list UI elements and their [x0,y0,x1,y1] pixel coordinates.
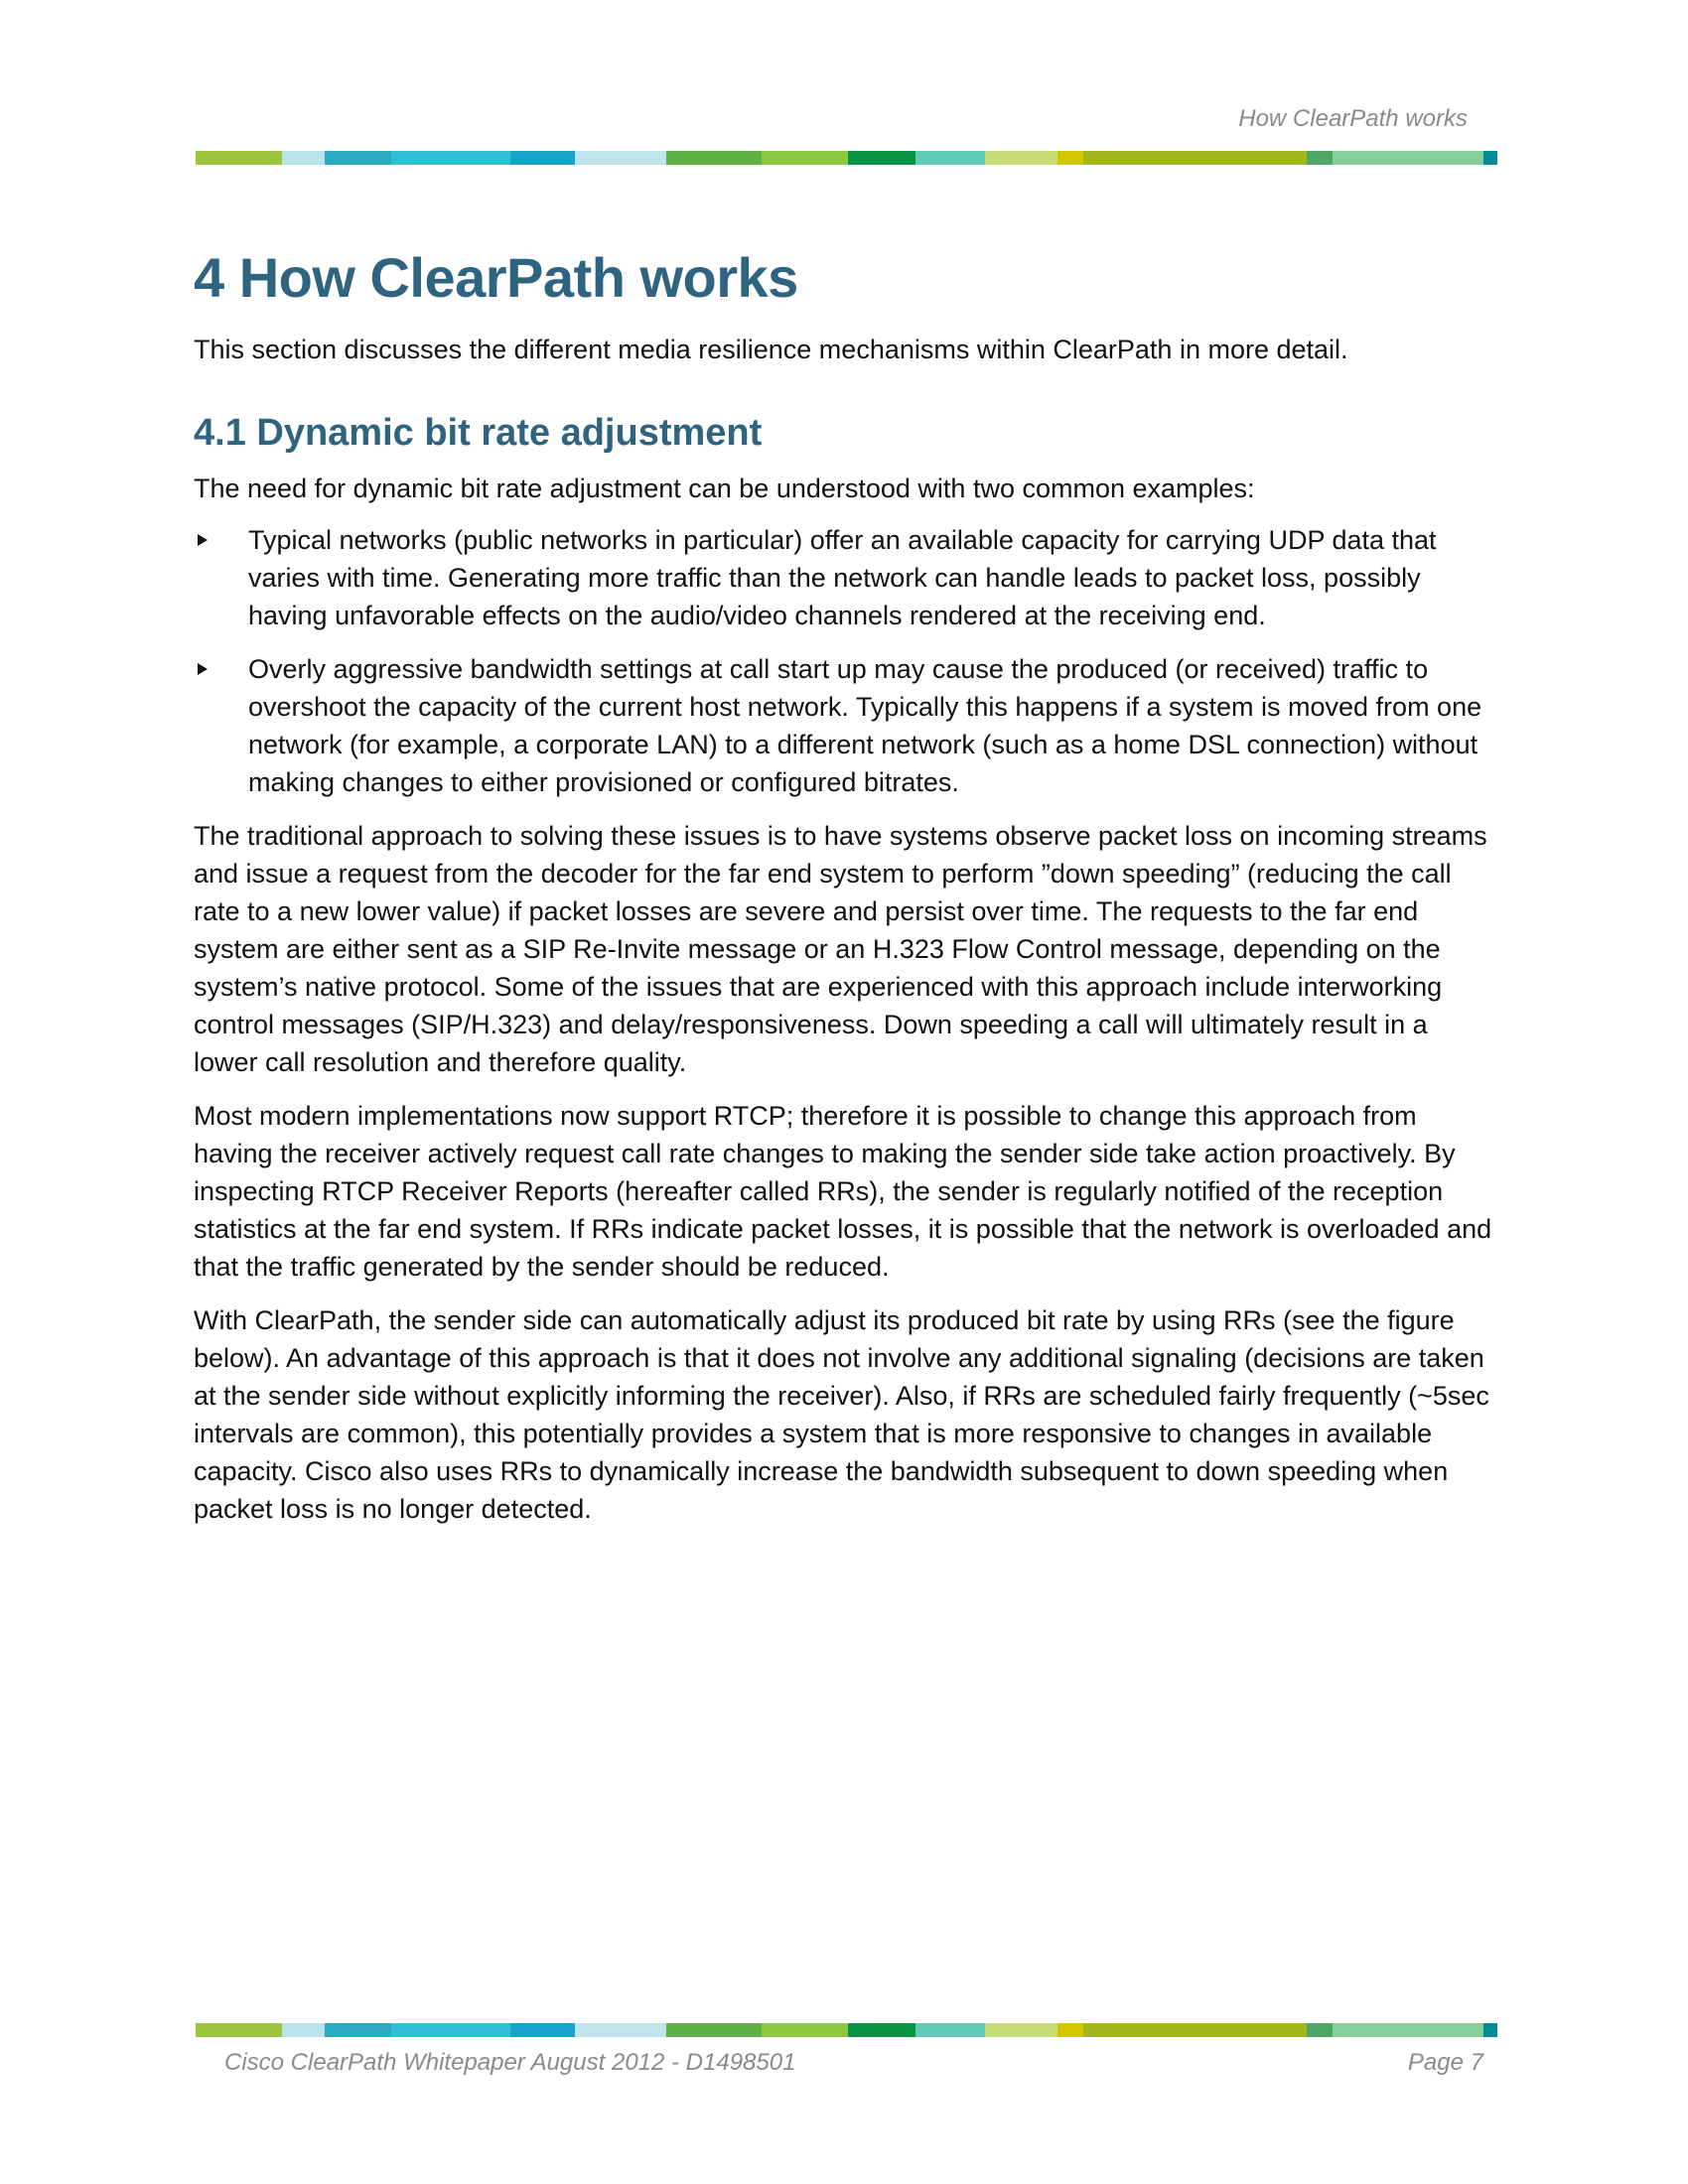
paragraph-clearpath: With ClearPath, the sender side can automatically adjust its produced bit rate by using RRs (see the figure below). An advantage of this approach is that it does not involve any additional signaling (decisions are taken at the sender side without explicitly informing the receiver). Also, if RRs are scheduled fairly frequently (~5sec intervals are common), this potentially provides a system that is more responsive to changes in available capacity. Cisco also uses RRs to dynamically increase the bandwidth subsequent to down speeding when packet loss is no longer detected. [194,1305,1489,1524]
color-bar-segment [1057,2023,1082,2037]
color-bar-segment [196,2023,282,2037]
color-bar-segment [985,2023,1057,2037]
page-content [194,246,1494,1528]
color-bar-segment [666,151,762,165]
color-bar-segment [1307,2023,1332,2037]
color-bar-segment [391,2023,510,2037]
section-title: 4 How ClearPath works [194,246,798,309]
color-bar-segment [1083,2023,1308,2037]
color-bar-segment [325,151,392,165]
color-bar-segment [1333,2023,1483,2037]
bullet-text: Typical networks (public networks in particular) offer an available capacity for carrying UDP data that varies with time. Generating more traffic than the network can handle leads to packet loss, possibly having unfavorable effects on the audio/video channels rendered at the receiving end. [248,525,1437,630]
paragraph-rtcp: Most modern implementations now support RTCP; therefore it is possible to change this approach from having the receiver actively request call rate changes to making the sender side take action proactively. By inspecting RTCP Receiver Reports (hereafter called RRs), the sender is regularly notified of the reception statistics at the far end system. If RRs indicate packet losses, it is possible that the network is overloaded and that the traffic generated by the sender should be reduced. [194,1101,1492,1282]
footer-document-title: Cisco ClearPath Whitepaper August 2012 - D1498501 [224,2049,796,2076]
color-bar-segment [1483,2023,1497,2037]
color-bar-segment [196,151,282,165]
bullet-item [194,521,1494,634]
color-bar-segment [1307,151,1332,165]
running-header: How ClearPath works [1238,105,1468,132]
color-bar-segment [391,151,510,165]
color-bar-segment [762,151,848,165]
color-bar-segment [666,2023,762,2037]
triangle-bullet-icon [198,663,208,675]
color-bar-segment [510,151,575,165]
color-bar-segment [1057,151,1082,165]
color-bar-segment [510,2023,575,2037]
section-intro: This section discusses the different media resilience mechanisms within ClearPath in more detail. [194,335,1348,364]
triangle-bullet-icon [198,534,208,546]
color-bar-segment [1333,151,1483,165]
color-bar-segment [325,2023,392,2037]
color-bar-segment [915,2023,985,2037]
bullet-list [194,521,1494,801]
color-bar-segment [282,2023,324,2037]
color-bar-segment [848,151,915,165]
header-color-bar [196,151,1497,165]
color-bar-segment [1483,151,1497,165]
bullet-text: Overly aggressive bandwidth settings at call start up may cause the produced (or received) traffic to overshoot the capacity of the current host network. Typically this happens if a system is moved from one network (for example, a corporate LAN) to a different network (such as a home DSL connection) without making changes to either provisioned or configured bitrates. [248,654,1482,797]
color-bar-segment [575,2023,666,2037]
paragraph-traditional-approach: The traditional approach to solving these issues is to have systems observe packet loss on incoming streams and issue a request from the decoder for the far end system to perform ”down speeding” (reducing the call rate to a new lower value) if packet losses are severe and persist over time. The requests to the far end system are either sent as a SIP Re-Invite message or an H.323 Flow Control message, depending on the system’s native protocol. Some of the issues that are experienced with this approach include interworking control messages (SIP/H.323) and delay/responsiveness. Down speeding a call will ultimately result in a lower call resolution and therefore quality. [194,821,1487,1077]
color-bar-segment [575,151,666,165]
color-bar-segment [1083,151,1308,165]
color-bar-segment [985,151,1057,165]
subsection-title: 4.1 Dynamic bit rate adjustment [194,412,763,454]
color-bar-segment [762,2023,848,2037]
footer-page-number: Page 7 [1407,2049,1483,2076]
color-bar-segment [282,151,324,165]
subsection-lead: The need for dynamic bit rate adjustment can be understood with two common examples: [194,474,1255,503]
color-bar-segment [848,2023,915,2037]
color-bar-segment [915,151,985,165]
bullet-item [194,650,1494,801]
footer-color-bar [196,2023,1497,2037]
